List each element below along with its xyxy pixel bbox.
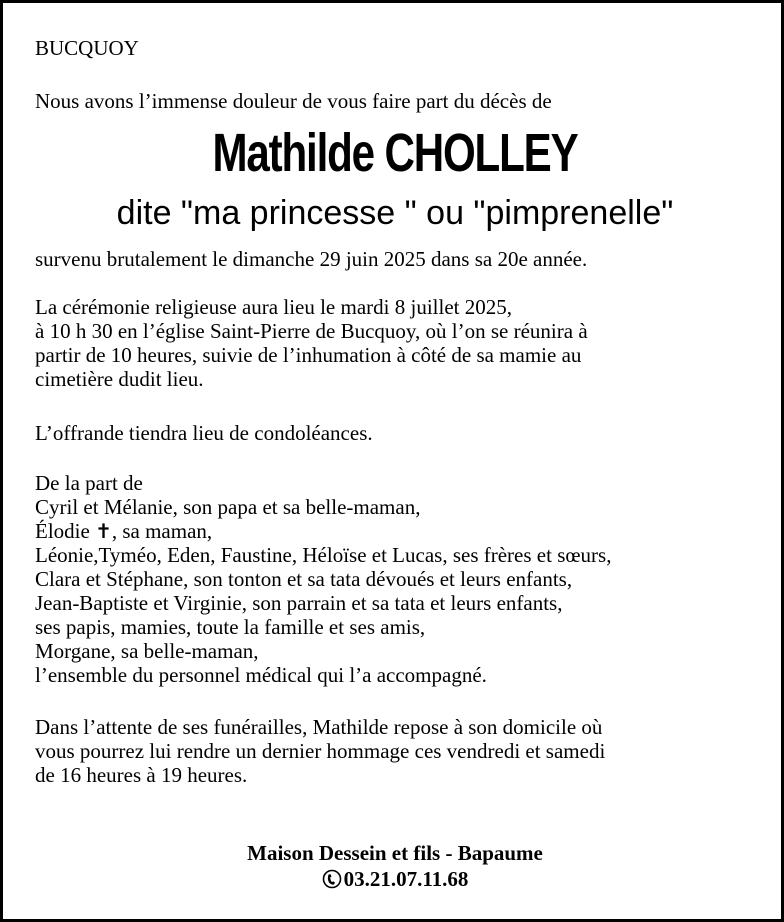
phone-number: 03.21.07.11.68 — [343, 867, 469, 891]
mother-name: Élodie — [35, 519, 96, 543]
deceased-name: Mathilde CHOLLEY — [212, 123, 578, 183]
ceremony-line-3: partir de 10 heures, suivie de l’inhumation à côté de sa mamie au — [35, 343, 582, 367]
intro-text: Nous avons l’immense douleur de vous faire part du décès de — [35, 89, 552, 113]
family-line-parents: Cyril et Mélanie, son papa et sa belle-maman, — [35, 495, 421, 519]
offering-text: L’offrande tiendra lieu de condoléances. — [35, 421, 373, 445]
ceremony-line-4: cimetière dudit lieu. — [35, 367, 204, 391]
family-line-morgane: Morgane, sa belle-maman, — [35, 639, 259, 663]
family-line-mother — [35, 519, 212, 543]
cross-icon: ✝ — [95, 519, 112, 543]
family-line-uncle: Clara et Stéphane, son tonton et sa tata dévoués et leurs enfants, — [35, 567, 573, 591]
family-line-siblings: Léonie,Tyméo, Eden, Faustine, Héloïse et Lucas, ses frères et sœurs, — [35, 543, 612, 567]
mother-relation: , sa maman, — [111, 519, 213, 543]
family-line-medical: l’ensemble du personnel médical qui l’a accompagné. — [35, 663, 487, 687]
visit-line-1: Dans l’attente de ses funérailles, Mathilde repose à son domicile où — [35, 715, 603, 739]
family-line-grandparents: ses papis, mamies, toute la famille et ses amis, — [35, 615, 426, 639]
funeral-home-name: Maison Dessein et fils - Bapaume — [247, 841, 543, 865]
ceremony-line-2: à 10 h 30 en l’église Saint-Pierre de Bucquoy, où l’on se réunira à — [35, 319, 588, 343]
phone-icon — [322, 869, 342, 889]
visit-line-2: vous pourrez lui rendre un dernier hommage ces vendredi et samedi — [35, 739, 606, 763]
family-intro: De la part de — [35, 471, 143, 495]
visit-line-3: de 16 heures à 19 heures. — [35, 763, 248, 787]
town-heading: BUCQUOY — [35, 36, 139, 60]
ceremony-line-1: La cérémonie religieuse aura lieu le mardi 8 juillet 2025, — [35, 295, 512, 319]
family-line-godfather: Jean-Baptiste et Virginie, son parrain et sa tata et leurs enfants, — [35, 591, 563, 615]
deceased-nickname: dite "ma princesse " ou "pimprenelle" — [116, 194, 674, 232]
funeral-home-phone — [3, 866, 784, 892]
death-announcement: survenu brutalement le dimanche 29 juin 2025 dans sa 20e année. — [35, 247, 588, 271]
